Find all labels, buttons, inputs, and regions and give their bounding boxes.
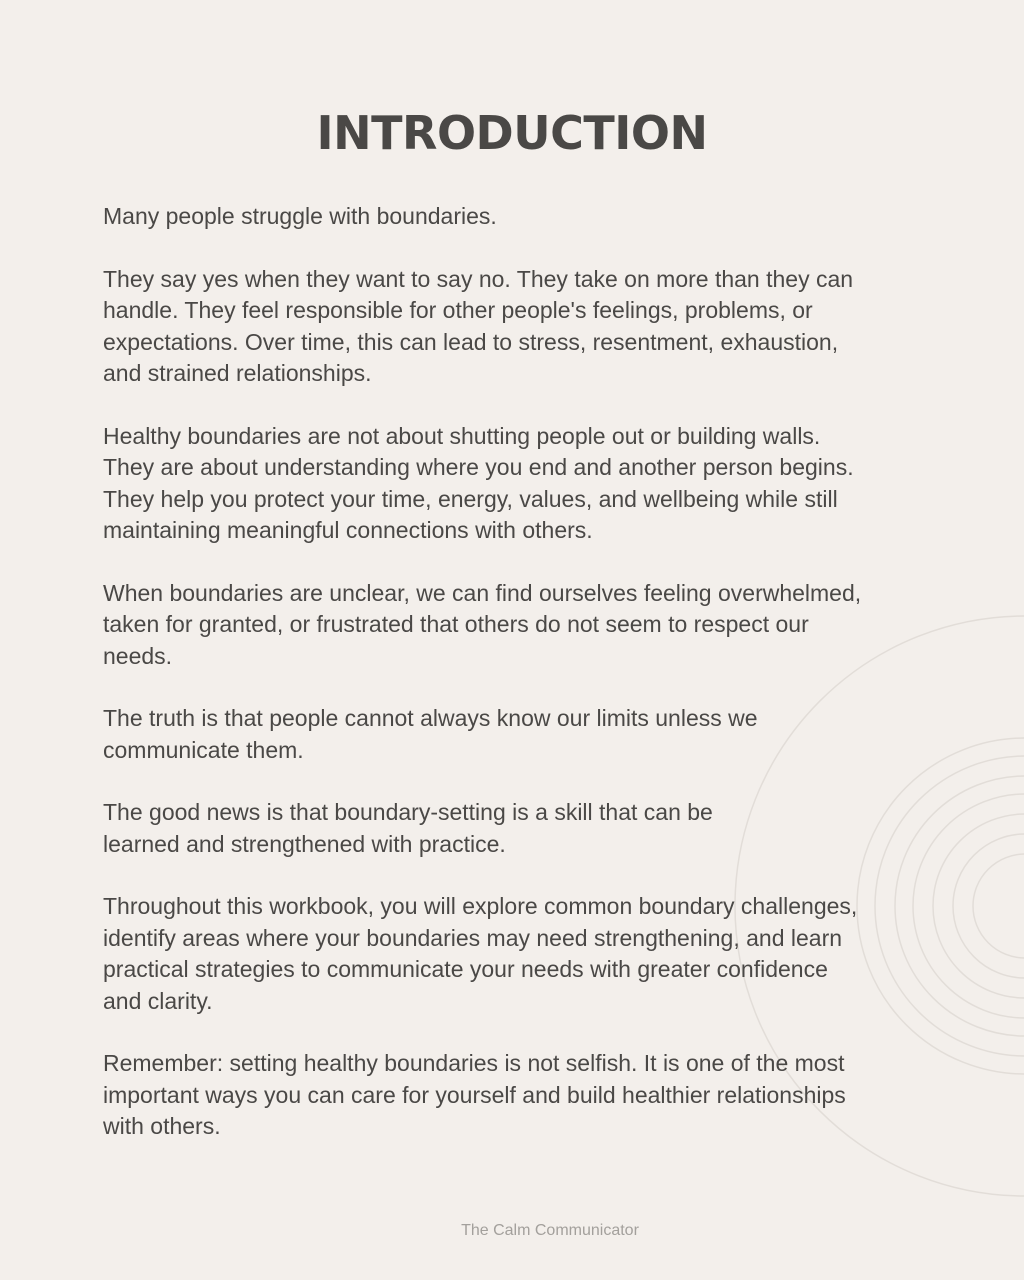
page-title: INTRODUCTION [316,106,708,160]
paragraph: When boundaries are unclear, we can find ourselves feeling overwhelmed, taken for granted, or frustrated that others do not seem to respect our needs. [103,579,862,669]
paragraph: The good news is that boundary-setting is a skill that can be learned and strengthened with practice. [103,799,713,857]
body-text [103,201,933,1174]
paragraph: Remember: setting healthy boundaries is not selfish. It is one of the most important ways you can care for yourself and build healthier relationships with others. [103,1050,846,1139]
paragraph: Many people struggle with boundaries. [103,203,497,229]
paragraph: Throughout this workbook, you will explore common boundary challenges, identify areas where your boundaries may need strengthening, and learn practical strategies to communicate your needs with greater confidence and clarity. [103,893,858,1014]
paragraph: The truth is that people cannot always know our limits unless we communicate them. [103,705,758,763]
paragraph: They say yes when they want to say no. They take on more than they can handle. They feel responsible for other people's feelings, problems, or expectations. Over time, this can lead to stress, resentment, exhaustion, and strained relationships. [103,265,854,386]
paragraph: Healthy boundaries are not about shutting people out or building walls. They are about understanding where you end and another person begins. They help you protect your time, energy, values, and wellbeing while still maintaining meaningful connections with others. [103,422,854,543]
footer-brand: The Calm Communicator [461,1222,639,1239]
